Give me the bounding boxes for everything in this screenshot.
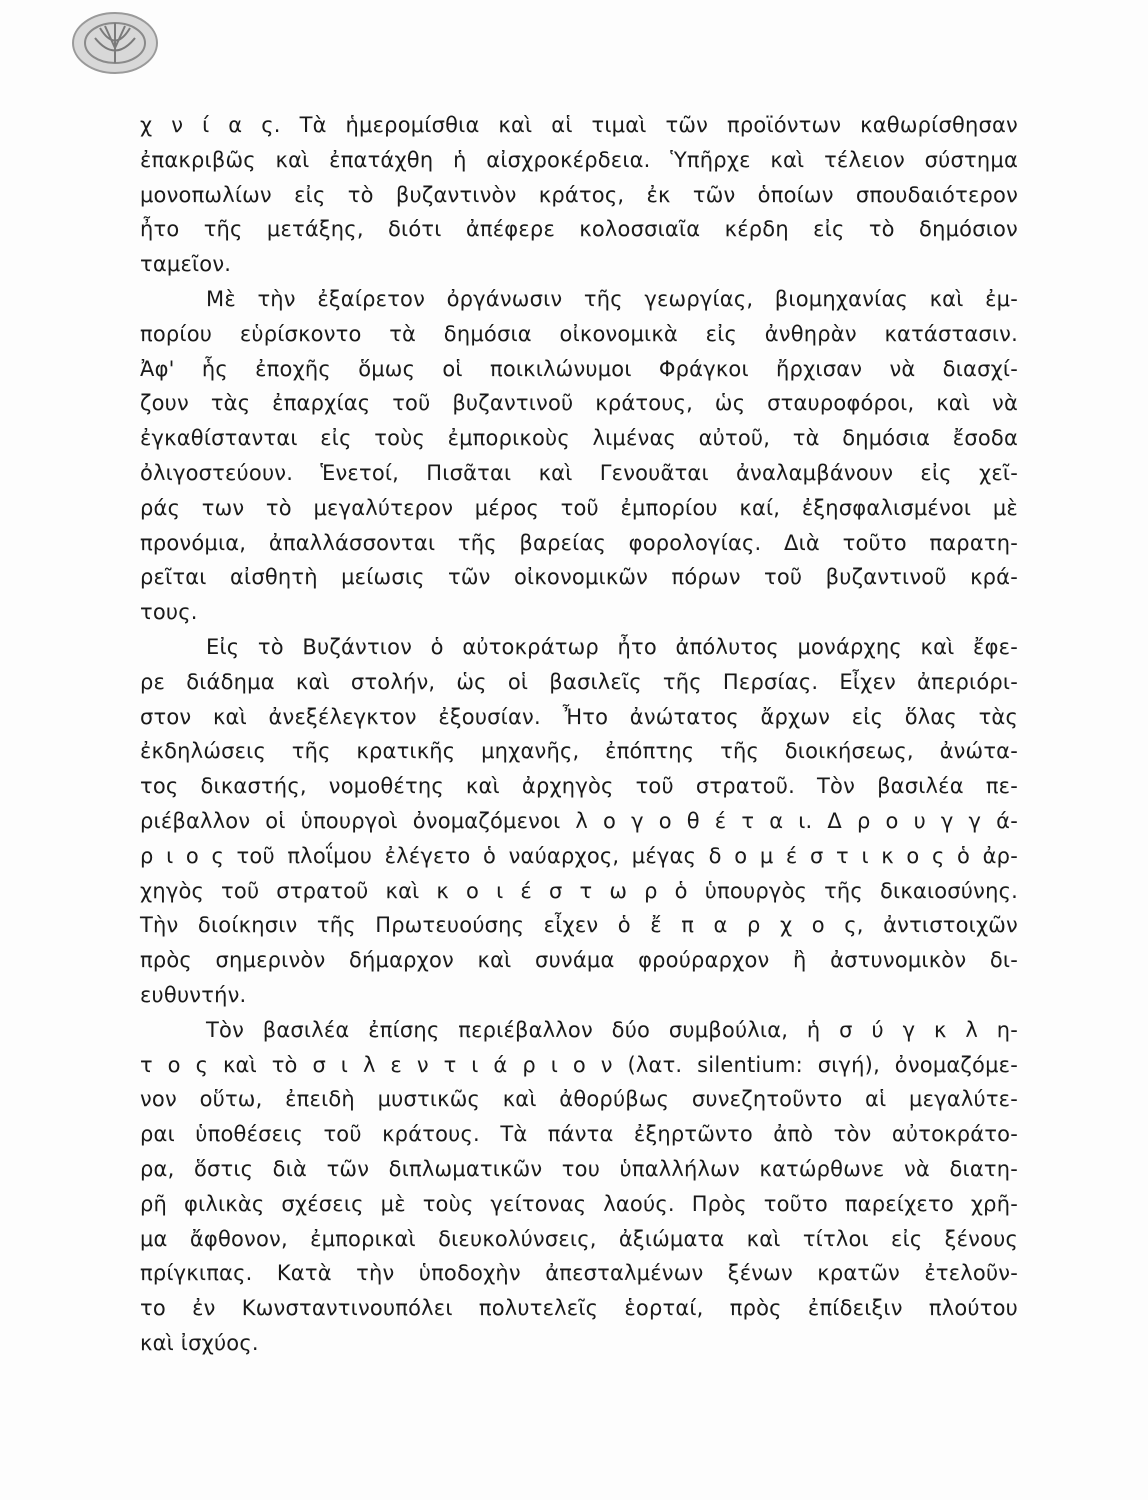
text-line: Ἀφ' ἧς ἐποχῆς ὅμως οἱ ποικιλώνυμοι Φράγκοι ἤρχισαν νὰ διασχί- xyxy=(140,356,1018,381)
text-line: τ ο ς καὶ τὸ σ ι λ ε ν τ ι ά ρ ι ο ν (λατ. silentium: σιγή), ὀνομαζόμε- xyxy=(140,1052,1018,1077)
text-line: ἐπακριβῶς καὶ ἐπατάχθη ἡ αἰσχροκέρδεια. Ὑπῆρχε καὶ τέλειον σύστημα xyxy=(140,147,1018,172)
text-line: πρίγκιπας. Κατὰ τὴν ὑποδοχὴν ἀπεσταλμένων ξένων κρατῶν ἐτελοῦν- xyxy=(140,1261,1018,1286)
library-stamp-icon xyxy=(70,8,160,78)
body-text xyxy=(140,108,1018,1361)
text-line: στον καὶ ἀνεξέλεγκτον ἐξουσίαν. Ἦτο ἀνώτατος ἄρχων εἰς ὅλας τὰς xyxy=(140,704,1018,729)
text-line: ρῆ φιλικὰς σχέσεις μὲ τοὺς γείτονας λαούς. Πρὸς τοῦτο παρείχετο χρῆ- xyxy=(140,1191,1018,1216)
text-line: πρὸς σημερινὸν δήμαρχον καὶ συνάμα φρούραρχον ἢ ἀστυνομικὸν δι- xyxy=(140,948,1018,973)
text-line: ρε διάδημα καὶ στολήν, ὡς οἱ βασιλεῖς τῆς Περσίας. Εἶχεν ἀπεριόρι- xyxy=(140,669,1018,694)
text-line: πορίου εὑρίσκοντο τὰ δημόσια οἰκονομικὰ εἰς ἀνθηρὰν κατάστασιν. xyxy=(140,321,1018,346)
text-line: Τὴν διοίκησιν τῆς Πρωτευούσης εἶχεν ὁ ἔ π α ρ χ ο ς, ἀντιστοιχῶν xyxy=(140,913,1018,938)
text-line: μονοπωλίων εἰς τὸ βυζαντινὸν κράτος, ἐκ τῶν ὁποίων σπουδαιότερον xyxy=(140,182,1018,207)
text-line: ραι ὑποθέσεις τοῦ κράτους. Τὰ πάντα ἐξηρτῶντο ἀπὸ τὸν αὐτοκράτο- xyxy=(140,1122,1018,1147)
text-line: τους. xyxy=(140,600,198,625)
text-line: καὶ ἰσχύος. xyxy=(140,1330,259,1355)
text-line: μα ἄφθονον, ἐμπορικαὶ διευκολύνσεις, ἀξιώματα καὶ τίτλοι εἰς ξένους xyxy=(140,1226,1018,1251)
text-line: νον οὕτω, ἐπειδὴ μυστικῶς καὶ ἀθορύβως συνεζητοῦντο αἱ μεγαλύτε- xyxy=(140,1087,1018,1112)
text-line: προνόμια, ἀπαλλάσσονται τῆς βαρείας φορολογίας. Διὰ τοῦτο παρατη- xyxy=(140,530,1018,555)
text-line: ἐγκαθίστανται εἰς τοὺς ἐμπορικοὺς λιμένας αὐτοῦ, τὰ δημόσια ἔσοδα xyxy=(140,426,1018,451)
text-line: ζουν τὰς ἐπαρχίας τοῦ βυζαντινοῦ κράτους, ὡς σταυροφόροι, καὶ νὰ xyxy=(140,391,1018,416)
text-line: ευθυντήν. xyxy=(140,982,247,1007)
text-line: ράς των τὸ μεγαλύτερον μέρος τοῦ ἐμπορίου καί, ἐξησφαλισμένοι μὲ xyxy=(140,495,1018,520)
text-line: ρεῖται αἰσθητὴ μείωσις τῶν οἰκονομικῶν πόρων τοῦ βυζαντινοῦ κρά- xyxy=(140,565,1018,590)
text-line: ταμεῖον. xyxy=(140,252,232,277)
text-line: ἐκδηλώσεις τῆς κρατικῆς μηχανῆς, ἐπόπτης τῆς διοικήσεως, ἀνώτα- xyxy=(140,739,1018,764)
text-line: ρα, ὅστις διὰ τῶν διπλωματικῶν του ὑπαλλήλων κατώρθωνε νὰ διατη- xyxy=(140,1156,1018,1181)
text-line: ριέβαλλον οἱ ὑπουργοὶ ὀνομαζόμενοι λ ο γ ο θ έ τ α ι. Δ ρ ο υ γ γ ά- xyxy=(140,808,1018,833)
text-line: χηγὸς τοῦ στρατοῦ καὶ κ ο ι έ σ τ ω ρ ὁ ὑπουργὸς τῆς δικαιοσύνης. xyxy=(140,878,1018,903)
paragraph-start-line: Τὸν βασιλέα ἐπίσης περιέβαλλον δύο συμβούλια, ἡ σ ύ γ κ λ η- xyxy=(206,1017,1018,1042)
text-line: το ἐν Κωνσταντινουπόλει πολυτελεῖς ἑορταί, πρὸς ἐπίδειξιν πλούτου xyxy=(140,1296,1018,1321)
text-line: ἦτο τῆς μετάξης, διότι ἀπέφερε κολοσσιαῖα κέρδη εἰς τὸ δημόσιον xyxy=(140,217,1018,242)
text-line: χ ν ί α ς. Τὰ ἡμερομίσθια καὶ αἱ τιμαὶ τῶν προϊόντων καθωρίσθησαν xyxy=(140,113,1018,137)
text-line: τος δικαστής, νομοθέτης καὶ ἀρχηγὸς τοῦ στρατοῦ. Τὸν βασιλέα πε- xyxy=(140,774,1018,799)
paragraph-start-line: Μὲ τὴν ἐξαίρετον ὀργάνωσιν τῆς γεωργίας, βιομηχανίας καὶ ἐμ- xyxy=(206,286,1018,311)
paragraph-start-line: Εἰς τὸ Βυζάντιον ὁ αὐτοκράτωρ ἦτο ἀπόλυτος μονάρχης καὶ ἔφε- xyxy=(206,634,1018,659)
text-line: ρ ι ο ς τοῦ πλοΐμου ἐλέγετο ὁ ναύαρχος, μέγας δ ο μ έ σ τ ι κ ο ς ὁ ἀρ- xyxy=(140,843,1018,868)
text-line: ὀλιγοστεύουν. Ἑνετοί, Πισᾶται καὶ Γενουᾶται ἀναλαμβάνουν εἰς χεῖ- xyxy=(140,460,1018,485)
